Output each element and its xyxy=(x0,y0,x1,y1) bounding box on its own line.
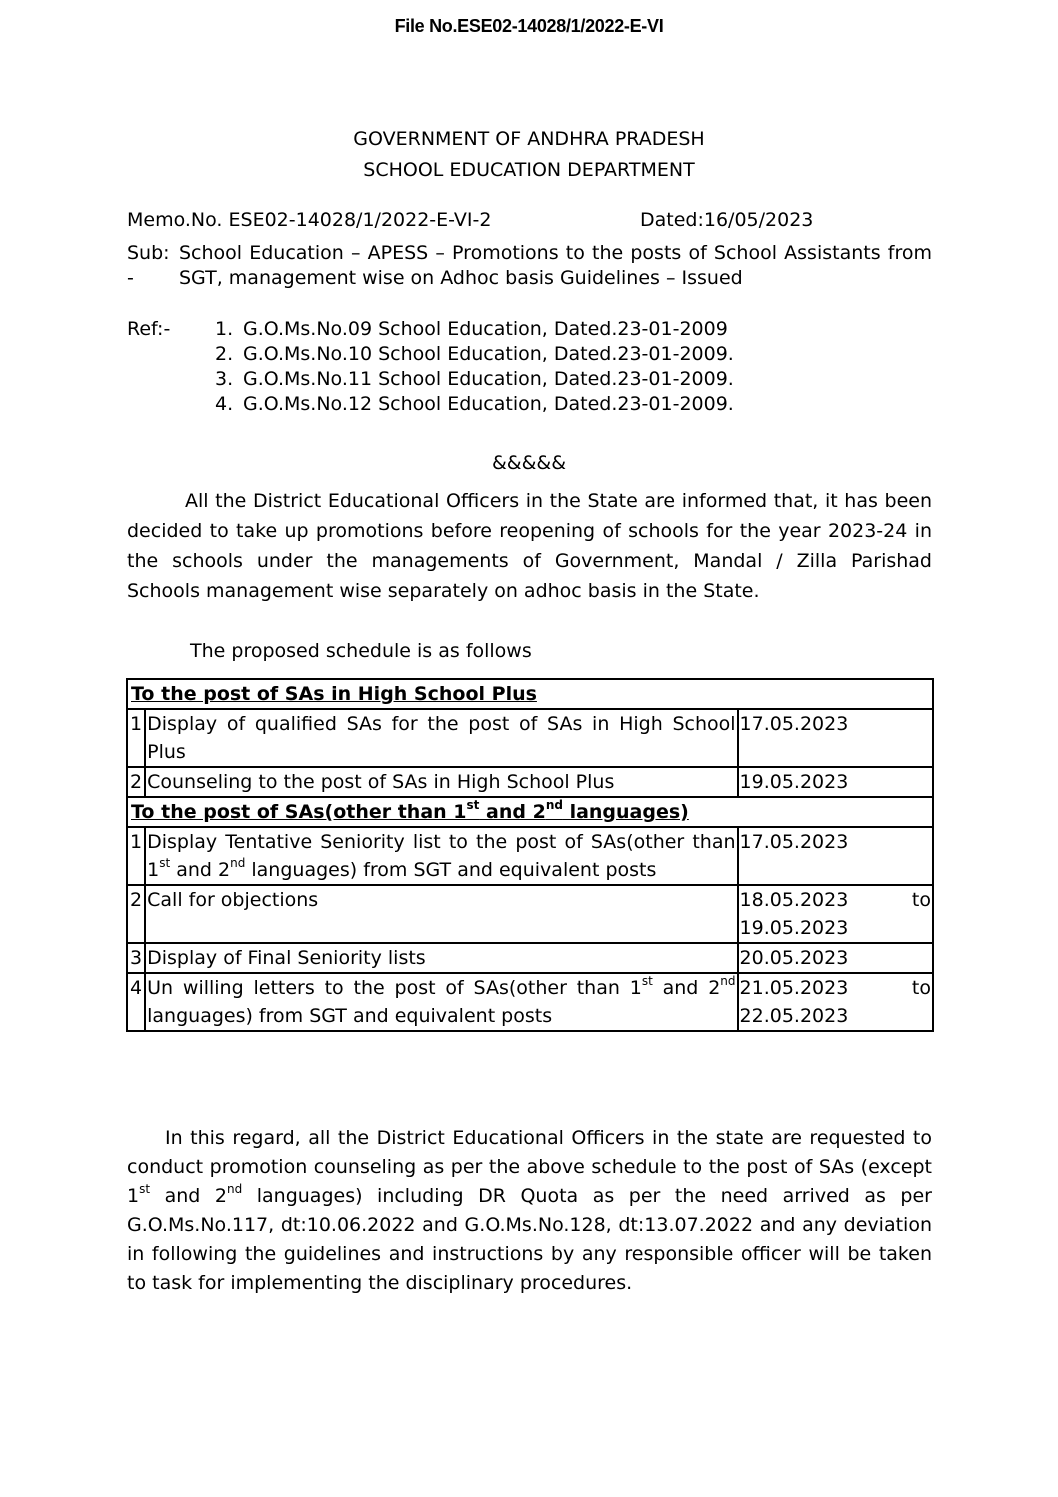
reference-item xyxy=(215,317,734,342)
row-number: 2 xyxy=(127,885,145,943)
ordinal-sup: nd xyxy=(545,797,563,812)
section-heading-row xyxy=(127,679,933,709)
row-date: 17.05.2023 xyxy=(738,709,933,767)
reference-item xyxy=(215,367,734,392)
table-row xyxy=(127,973,933,1031)
row-number: 3 xyxy=(127,943,145,973)
memo-number: Memo.No. ESE02-14028/1/2022-E-VI-2 xyxy=(127,209,492,231)
table-row xyxy=(127,827,933,885)
section-separator: &&&&& xyxy=(491,452,567,474)
reference-number: 1. xyxy=(215,318,234,340)
ordinal-sup: st xyxy=(641,973,653,988)
reference-label: Ref:- xyxy=(127,318,171,340)
reference-item xyxy=(215,392,734,417)
reference-text: G.O.Ms.No.10 School Education, Dated.23-01-2009. xyxy=(243,343,734,365)
reference-list xyxy=(215,317,734,417)
subject-dash: - xyxy=(127,267,134,289)
schedule-table xyxy=(126,678,934,1032)
date-range-line xyxy=(740,974,931,1002)
row-date-range xyxy=(738,973,933,1031)
desc-text: languages) from SGT and equivalent posts xyxy=(245,859,657,881)
reference-text: G.O.Ms.No.11 School Education, Dated.23-01-2009. xyxy=(243,368,734,390)
table-row xyxy=(127,943,933,973)
ordinal-sup: st xyxy=(139,1181,151,1196)
department-name: SCHOOL EDUCATION DEPARTMENT xyxy=(363,159,695,181)
date-range-line xyxy=(740,886,931,914)
ordinal-sup: st xyxy=(159,855,171,870)
date-to: 19.05.2023 xyxy=(739,917,849,939)
desc-text: Un willing letters to the post of SAs(other than 1 xyxy=(147,977,642,999)
row-date-range xyxy=(738,885,933,943)
heading-text: and 2 xyxy=(479,801,546,823)
row-description: Counseling to the post of SAs in High School Plus xyxy=(145,767,737,797)
row-number: 4 xyxy=(127,973,145,1031)
paragraph-text: In this regard, all the District Educational Officers in the state are requested to conduct promotion counseling as per the above schedule to the post of SAs (except 1 xyxy=(127,1127,932,1207)
date-from: 18.05.2023 xyxy=(739,889,849,911)
letterhead xyxy=(0,124,1058,186)
row-number: 1 xyxy=(127,827,145,885)
heading-text: To the post of SAs(other than 1 xyxy=(131,801,467,823)
government-name: GOVERNMENT OF ANDHRA PRADESH xyxy=(353,128,705,150)
row-description: Display of qualified SAs for the post of SAs in High School Plus xyxy=(145,709,737,767)
memo-date: Dated:16/05/2023 xyxy=(640,209,814,231)
section-heading xyxy=(127,797,933,827)
row-date: 20.05.2023 xyxy=(738,943,933,973)
subject-text: School Education – APESS – Promotions to the posts of School Assistants from SGT, management wise on Adhoc basis Guidelines – Issued xyxy=(179,242,932,289)
row-description: Display of Final Seniority lists xyxy=(145,943,737,973)
date-to-word: to xyxy=(911,977,931,999)
desc-text: and 2 xyxy=(652,977,721,999)
date-to-word: to xyxy=(911,889,931,911)
row-description: Call for objections xyxy=(145,885,737,943)
instruction-paragraph xyxy=(127,1124,932,1298)
subject-label: Sub: xyxy=(127,242,170,264)
table-row xyxy=(127,709,933,767)
reference-text: G.O.Ms.No.12 School Education, Dated.23-01-2009. xyxy=(243,393,734,415)
paragraph-text: languages) including DR Quota as per the need arrived as per G.O.Ms.No.117, dt:10.06.2022 and G.O.Ms.No.128, dt:13.07.2022 and any deviation in following the guidelines and instructions by any responsible officer will be taken to task for implementing the disciplinary procedures. xyxy=(127,1185,932,1294)
section-heading: To the post of SAs in High School Plus xyxy=(127,679,933,709)
reference-number: 3. xyxy=(215,368,234,390)
schedule-intro: The proposed schedule is as follows xyxy=(190,640,532,662)
ordinal-sup: nd xyxy=(720,973,736,988)
heading-text: languages) xyxy=(562,801,689,823)
paragraph-text: and 2 xyxy=(150,1185,227,1207)
ordinal-sup: st xyxy=(466,797,480,812)
section-heading-row xyxy=(127,797,933,827)
file-number: File No.ESE02-14028/1/2022-E-VI xyxy=(394,16,664,36)
row-number: 1 xyxy=(127,709,145,767)
reference-number: 2. xyxy=(215,343,234,365)
row-number: 2 xyxy=(127,767,145,797)
ordinal-sup: nd xyxy=(230,855,246,870)
desc-text: languages) from SGT and equivalent posts xyxy=(147,1005,553,1027)
desc-text: Display Tentative Seniority list to the post of SAs(other than 1 xyxy=(147,831,736,881)
reference-item xyxy=(215,342,734,367)
desc-text: and 2 xyxy=(170,859,231,881)
table-row xyxy=(127,885,933,943)
row-date: 17.05.2023 xyxy=(738,827,933,885)
row-description xyxy=(145,827,737,885)
reference-number: 4. xyxy=(215,393,234,415)
intro-paragraph: All the District Educational Officers in the State are informed that, it has been decided to take up promotions before reopening of schools for the year 2023-24 in the schools under the managements of Government, Mandal / Zilla Parishad Schools management wise separately on adhoc basis in the State. xyxy=(127,490,932,602)
row-date: 19.05.2023 xyxy=(738,767,933,797)
table-row xyxy=(127,767,933,797)
reference-text: G.O.Ms.No.09 School Education, Dated.23-01-2009 xyxy=(243,318,728,340)
row-description xyxy=(145,973,737,1031)
date-from: 21.05.2023 xyxy=(739,977,849,999)
date-to: 22.05.2023 xyxy=(739,1005,849,1027)
ordinal-sup: nd xyxy=(226,1181,243,1196)
